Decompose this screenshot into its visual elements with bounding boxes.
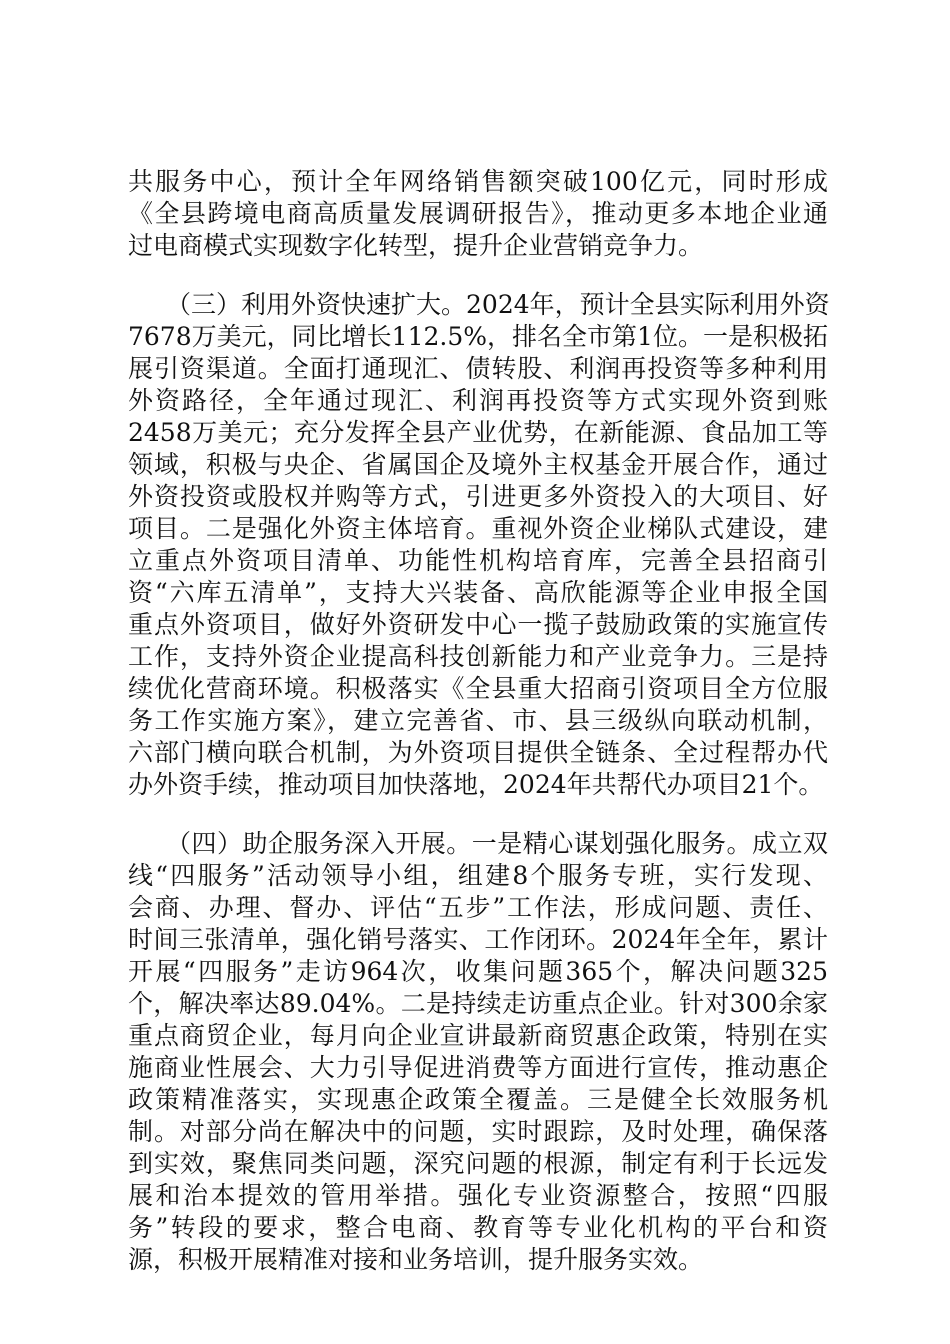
- text-line: 项目。二是强化外资主体培育。重视外资企业梯队式建设，建: [128, 514, 828, 543]
- text-line: 开展“四服务”走访964次，收集问题365个，解决问题325: [128, 957, 828, 986]
- text-line: 展和治本提效的管用举措。强化专业资源整合，按照“四服: [128, 1181, 828, 1210]
- text-line: 重点商贸企业，每月向企业宣讲最新商贸惠企政策，特别在实: [128, 1021, 828, 1050]
- text-line: 制。对部分尚在解决中的问题，实时跟踪，及时处理，确保落: [128, 1117, 828, 1146]
- paragraph-enterprise-services: [128, 828, 828, 1276]
- text-line: 时间三张清单，强化销号落实、工作闭环。2024年全年，累计: [128, 925, 828, 954]
- text-line: 务工作实施方案》，建立完善省、市、县三级纵向联动机制，: [128, 706, 828, 735]
- text-line: 工作，支持外资企业提高科技创新能力和产业竞争力。三是持: [128, 642, 828, 671]
- text-line: 《全县跨境电商高质量发展调研报告》，推动更多本地企业通: [128, 199, 828, 228]
- text-line: 办外资手续，推动项目加快落地，2024年共帮代办项目21个。: [128, 770, 824, 799]
- text-line: 过电商模式实现数字化转型，提升企业营销竞争力。: [128, 231, 704, 260]
- text-line: （三）利用外资快速扩大。2024年，预计全县实际利用外资: [166, 290, 830, 319]
- text-line: 续优化营商环境。积极落实《全县重大招商引资项目全方位服: [128, 674, 828, 703]
- text-line: 源，积极开展精准对接和业务培训，提升服务实效。: [128, 1245, 704, 1274]
- text-line: 共服务中心，预计全年网络销售额突破100亿元，同时形成: [128, 167, 828, 196]
- text-line: 政策精准落实，实现惠企政策全覆盖。三是健全长效服务机: [128, 1085, 828, 1114]
- text-line: 展引资渠道。全面打通现汇、债转股、利润再投资等多种利用: [128, 354, 828, 383]
- text-line: 领域，积极与央企、省属国企及境外主权基金开展合作，通过: [128, 450, 828, 479]
- text-line: 线“四服务”活动领导小组，组建8个服务专班，实行发现、: [128, 861, 828, 890]
- text-line: 外资投资或股权并购等方式，引进更多外资投入的大项目、好: [128, 482, 828, 511]
- text-line: 重点外资项目，做好外资研发中心一揽子鼓励政策的实施宣传: [128, 610, 828, 639]
- text-line: 7678万美元，同比增长112.5%，排名全市第1位。一是积极拓: [128, 322, 828, 351]
- text-line: 六部门横向联合机制，为外资项目提供全链条、全过程帮办代: [128, 738, 828, 767]
- text-line: 立重点外资项目清单、功能性机构培育库，完善全县招商引: [128, 546, 828, 575]
- text-line: 2458万美元；充分发挥全县产业优势，在新能源、食品加工等: [128, 418, 828, 447]
- paragraph-foreign-investment: [128, 289, 828, 801]
- text-line: 会商、办理、督办、评估“五步”工作法，形成问题、责任、: [128, 893, 828, 922]
- text-line: 个，解决率达89.04%。二是持续走访重点企业。针对300余家: [128, 989, 828, 1018]
- text-line: 到实效，聚焦同类问题，深究问题的根源，制定有利于长远发: [128, 1149, 828, 1178]
- text-line: 资“六库五清单”，支持大兴装备、高欣能源等企业申报全国: [128, 578, 828, 607]
- text-line: （四）助企服务深入开展。一是精心谋划强化服务。成立双: [166, 829, 828, 858]
- text-line: 务”转段的要求，整合电商、教育等专业化机构的平台和资: [128, 1213, 828, 1242]
- paragraph-ecommerce-continued: [128, 166, 828, 262]
- text-line: 外资路径，全年通过现汇、利润再投资等方式实现外资到账: [128, 386, 828, 415]
- document-page: [128, 166, 828, 1303]
- text-line: 施商业性展会、大力引导促进消费等方面进行宣传，推动惠企: [128, 1053, 828, 1082]
